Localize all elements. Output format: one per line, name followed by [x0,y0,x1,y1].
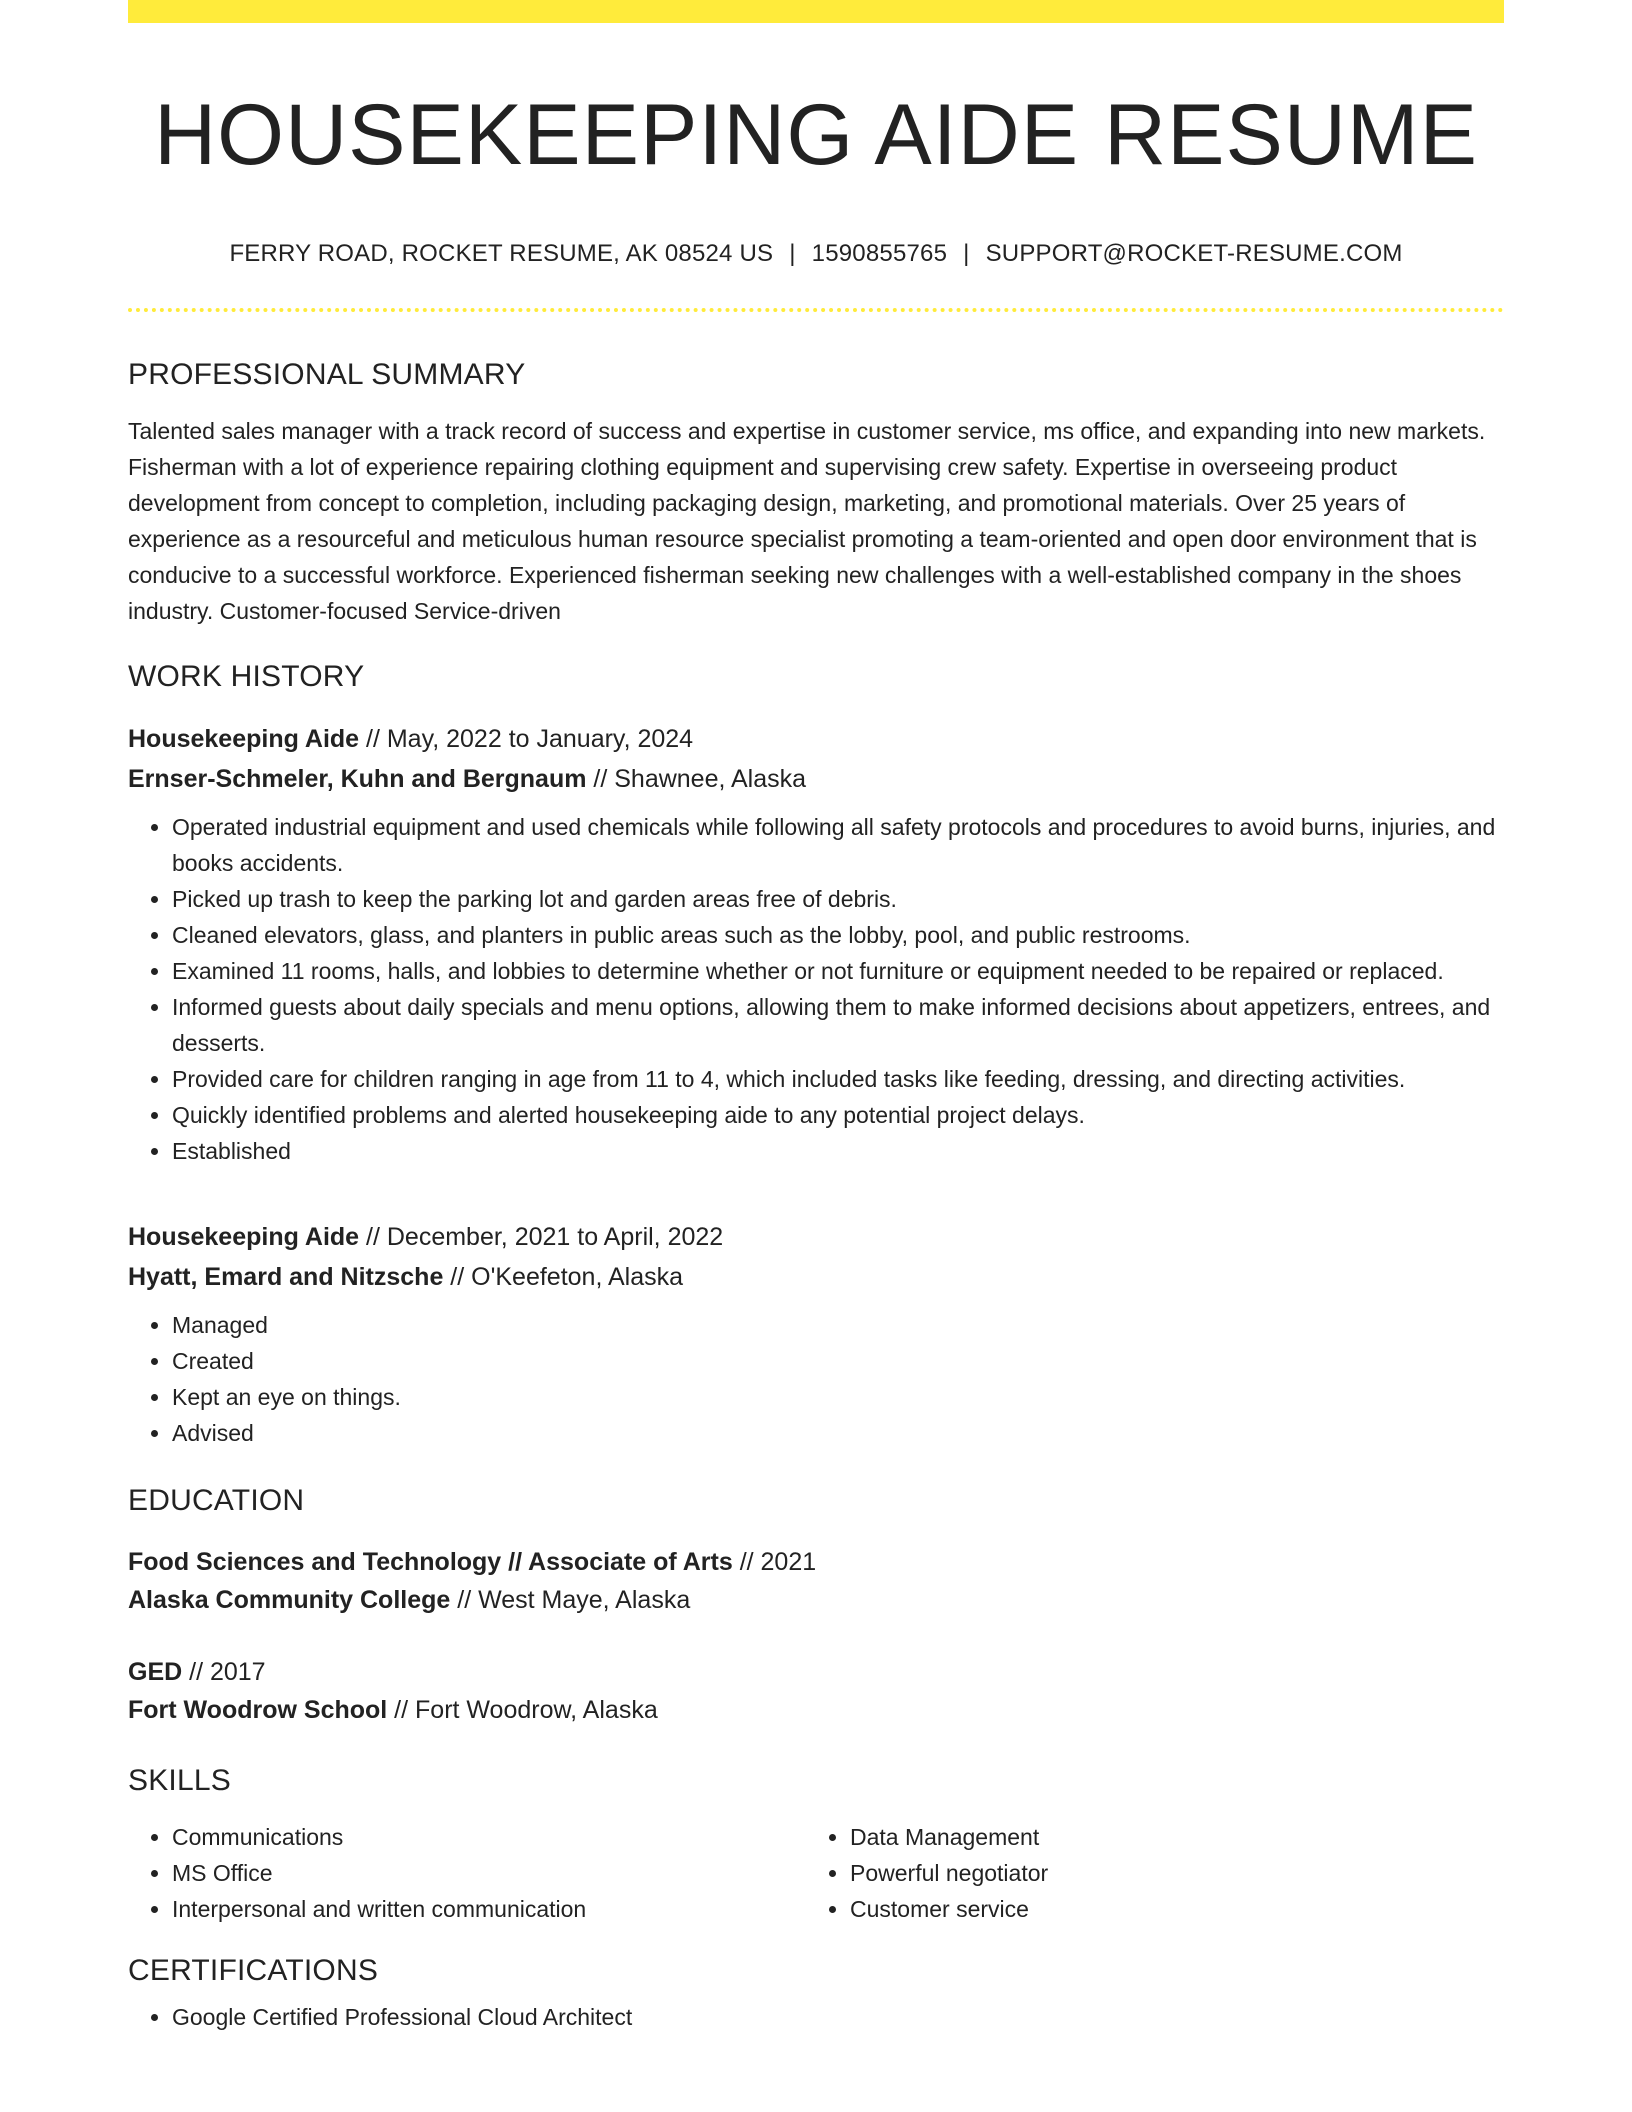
certifications-list [128,1999,1504,2035]
job-title-line [128,1217,1504,1257]
job-title: Housekeeping Aide [128,725,360,753]
school-location: // West Maye, Alaska [450,1586,691,1614]
school-line [128,1581,1504,1619]
summary-heading: PROFESSIONAL SUMMARY [128,358,526,391]
skills-list [806,1819,1484,1927]
education-heading: EDUCATION [128,1484,305,1517]
school-name: Fort Woodrow School [128,1696,388,1724]
list-item: • Data Management [850,1819,1484,1855]
degree-year: // 2021 [732,1548,817,1576]
list-item: • Quickly identified problems and alerted housekeeping aide to any potential project delays. [172,1097,1504,1133]
job-entry [128,1217,1504,1451]
job-location: // Shawnee, Alaska [586,765,807,793]
list-item: • Communications [172,1819,806,1855]
school-location: // Fort Woodrow, Alaska [387,1696,658,1724]
list-item: • Operated industrial equipment and used chemicals while following all safety protocols and procedures to avoid burns, injuries, and books accidents. [172,809,1504,881]
degree-line [128,1653,1504,1691]
job-employer: Ernser-Schmeler, Kuhn and Bergnaum [128,765,587,793]
resume-title: HOUSEKEEPING AIDE RESUME [154,87,1478,183]
job-duties-list [128,809,1504,1169]
contact-address: FERRY ROAD, ROCKET RESUME, AK 08524 US [229,240,774,267]
degree-line [128,1543,1504,1581]
accent-top-bar [128,0,1504,23]
list-item: • Customer service [850,1891,1484,1927]
job-duties-list [128,1307,1504,1451]
list-item: • Managed [172,1307,1504,1343]
job-entry [128,719,1504,1169]
job-title-line [128,719,1504,759]
skills-column-left [128,1819,806,1927]
degree-name: Food Sciences and Technology // Associate of Arts [128,1548,733,1576]
contact-phone: 1590855765 [811,240,948,267]
contact-separator: | [963,240,970,267]
contact-email: SUPPORT@ROCKET-RESUME.COM [985,240,1403,267]
job-dates: // May, 2022 to January, 2024 [359,725,694,753]
degree-name: GED [128,1658,183,1686]
school-name: Alaska Community College [128,1586,451,1614]
list-item: • Provided care for children ranging in age from 11 to 4, which included tasks like feeding, dressing, and directing activities. [172,1061,1504,1097]
skills-heading: SKILLS [128,1764,231,1797]
job-employer-line [128,1257,1504,1297]
list-item: • Informed guests about daily specials and menu options, allowing them to make informed decisions about appetizers, entrees, and desserts. [172,989,1504,1061]
skills-columns [128,1819,1504,1927]
job-employer: Hyatt, Emard and Nitzsche [128,1263,444,1291]
list-item: • Cleaned elevators, glass, and planters in public areas such as the lobby, pool, and public restrooms. [172,917,1504,953]
list-item: • Picked up trash to keep the parking lot and garden areas free of debris. [172,881,1504,917]
resume-page [128,0,1504,2035]
contact-line [128,239,1504,269]
skills-column-right [806,1819,1484,1927]
degree-year: // 2017 [182,1658,266,1686]
list-item: • Advised [172,1415,1504,1451]
list-item: • Established [172,1133,1504,1169]
list-item: • Powerful negotiator [850,1855,1484,1891]
list-item: • Created [172,1343,1504,1379]
work-history-heading: WORK HISTORY [128,660,365,693]
list-item: • Interpersonal and written communication [172,1891,806,1927]
job-employer-line [128,759,1504,799]
education-entry [128,1543,1504,1619]
skills-list [128,1819,806,1927]
school-line [128,1691,1504,1729]
summary-text: Talented sales manager with a track record of success and expertise in customer service, ms office, and expanding into new markets. Fisherman with a lot of experience repairing clothing equipment and supervising crew safety. Expertise in overseeing product development from concept to completion, including packaging design, marketing, and promotional materials. Over 25 years of experience as a resourceful and meticulous human resource specialist promoting a team-oriented and open door environment that is conducive to a successful workforce. Experienced fisherman seeking new challenges with a well-established company in the shoes industry. Customer-focused Service-driven [128,418,1486,624]
job-title: Housekeeping Aide [128,1223,360,1251]
job-location: // O'Keefeton, Alaska [443,1263,683,1291]
contact-separator: | [789,240,796,267]
job-dates: // December, 2021 to April, 2022 [359,1223,724,1251]
list-item: • Kept an eye on things. [172,1379,1504,1415]
dotted-divider [128,308,1504,312]
list-item: • MS Office [172,1855,806,1891]
list-item: • Examined 11 rooms, halls, and lobbies to determine whether or not furniture or equipment needed to be repaired or replaced. [172,953,1504,989]
education-entry [128,1653,1504,1729]
list-item: • Google Certified Professional Cloud Architect [172,1999,1504,2035]
certifications-heading: CERTIFICATIONS [128,1954,379,1987]
